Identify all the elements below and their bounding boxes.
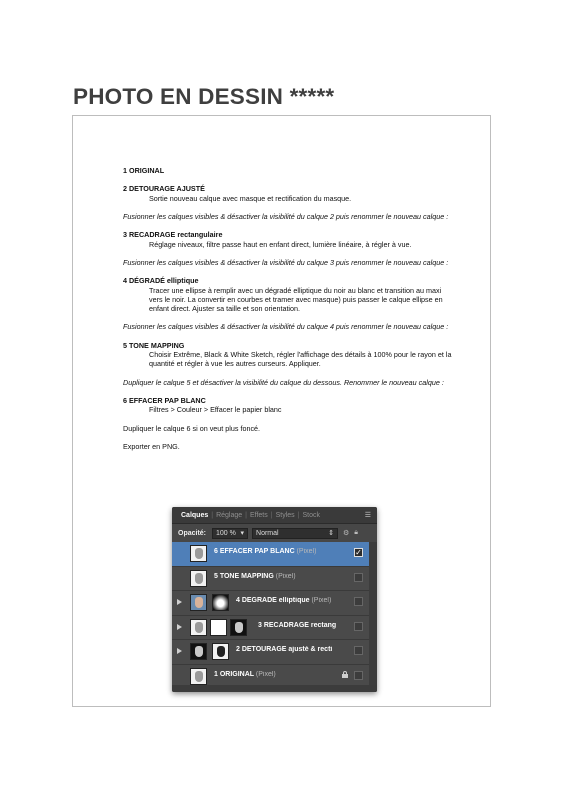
layer-row-5[interactable] <box>172 567 377 592</box>
tab-reglage[interactable]: Réglage <box>216 511 243 519</box>
duplicate-note-6: Dupliquer le calque 6 si on veut plus foncé. <box>123 423 261 433</box>
tab-stock[interactable]: Stock <box>302 511 320 519</box>
gear-icon[interactable]: ⚙ <box>343 530 350 537</box>
lock-icon[interactable]: 🔒︎ <box>354 529 359 536</box>
section-2-title: 2 DETOURAGE AJUSTÉ <box>123 184 205 194</box>
expand-arrow-icon[interactable] <box>177 599 182 605</box>
section-5-body: Choisir Extrême, Black & White Sketch, régler l'affichage des détails à 100% pour le rayon et la quantité et régler à vue les autres curseurs. Appliquer. <box>149 349 452 369</box>
scrollbar[interactable] <box>369 542 377 692</box>
panel-menu-icon[interactable]: ☰ <box>364 512 371 519</box>
layer-thumbnail <box>190 643 207 660</box>
visibility-checkbox[interactable]: ✓ <box>355 548 362 557</box>
tab-separator: | <box>245 511 247 519</box>
layers-toolbar <box>172 524 377 543</box>
filter-thumbnail <box>230 619 247 636</box>
layer-name: 5 TONE MAPPING (Pixel) <box>214 572 296 580</box>
layer-name: 4 DEGRADE elliptique (Pixel) <box>236 597 332 604</box>
visibility-checkbox[interactable] <box>354 622 363 631</box>
chevron-down-icon: ▾ <box>240 530 245 537</box>
expand-arrow-icon[interactable] <box>177 624 182 630</box>
mask-thumbnail <box>212 594 229 611</box>
section-1-title: 1 ORIGINAL <box>123 166 165 175</box>
layer-row-3[interactable] <box>172 616 377 641</box>
blend-mode-select[interactable] <box>252 528 338 539</box>
fuse-note-4: Fusionner les calques visibles & désactiver la visibilité du calque 4 puis renommer le nouveau calque : <box>123 322 449 332</box>
layer-name: 1 ORIGINAL (Pixel) <box>214 670 276 678</box>
adjustment-thumbnail <box>210 619 227 636</box>
layer-thumbnail <box>190 570 207 587</box>
opacity-label: Opacité: <box>178 529 207 537</box>
tab-separator: | <box>270 511 273 519</box>
layer-row-4[interactable] <box>172 591 377 616</box>
layer-row-2[interactable] <box>172 640 377 665</box>
section-6-title: 6 EFFACER PAP BLANC <box>123 395 206 405</box>
tab-separator: | <box>297 511 300 519</box>
layers-list <box>172 542 377 689</box>
opacity-field[interactable] <box>212 528 248 539</box>
blend-mode-value: Normal <box>256 529 279 537</box>
panel-bottom-bar <box>172 685 377 692</box>
layer-thumbnail <box>190 668 207 685</box>
mask-thumbnail <box>212 643 229 660</box>
tab-styles[interactable]: Styles <box>275 511 295 519</box>
tab-calques[interactable]: Calques <box>181 511 209 519</box>
visibility-checkbox[interactable] <box>354 597 363 606</box>
page-title: PHOTO EN DESSIN ***** <box>73 84 335 109</box>
visibility-checkbox[interactable] <box>354 573 363 582</box>
section-5-title: 5 TONE MAPPING <box>123 340 185 350</box>
layers-panel <box>172 507 377 692</box>
layer-name: 3 RECADRAGE rectang <box>258 621 337 629</box>
section-2-body: Sortie nouveau calque avec masque et rectification du masque. <box>149 193 352 203</box>
panel-tabs <box>172 507 377 524</box>
layer-name: 2 DETOURAGE ajusté & recti <box>236 646 333 653</box>
export-note: Exporter en PNG. <box>123 441 180 451</box>
layer-thumbnail <box>190 545 207 562</box>
section-4-body: Tracer une ellipse à remplir avec un dégradé elliptique du noir au blanc et transition au maxi vers le noir. La convertir en courbes et tramer avec masque) puis passer le calque ellipse en enfant direct. Ajuster sa taille et son orientation. <box>149 285 443 313</box>
duplicate-note-5: Dupliquer le calque 5 et désactiver la visibilité du calque du dessous. Renommer le nouveau calque : <box>123 377 444 387</box>
section-3-body: Réglage niveaux, filtre passe haut en enfant direct, lumière linéaire, à régler à vue. <box>149 239 412 249</box>
layer-name: 6 EFFACER PAP BLANC (Pixel) <box>214 548 317 555</box>
section-4-title: 4 DÉGRADÉ elliptique <box>123 276 199 286</box>
document-text <box>123 166 453 451</box>
section-6-body: Filtres > Couleur > Effacer le papier blanc <box>149 405 282 415</box>
expand-arrow-icon[interactable] <box>177 648 182 654</box>
tab-effets[interactable]: Effets <box>249 511 268 519</box>
section-3-title: 3 RECADRAGE rectangulaire <box>123 230 223 240</box>
lock-icon[interactable] <box>342 671 348 678</box>
layer-row-6[interactable] <box>172 542 377 567</box>
document-page <box>72 115 491 707</box>
visibility-checkbox[interactable] <box>354 671 363 680</box>
layer-thumbnail <box>190 619 207 636</box>
tab-separator: | <box>211 511 214 519</box>
fuse-note-2: Fusionner les calques visibles & désactiver la visibilité du calque 2 puis renommer le nouveau calque : <box>123 211 449 221</box>
opacity-value: 100 % <box>216 529 236 537</box>
fuse-note-3: Fusionner les calques visibles & désactiver la visibilité du calque 3 puis renommer le nouveau calque : <box>123 257 449 267</box>
layer-thumbnail <box>190 594 207 611</box>
chevron-updown-icon: ⇕ <box>328 530 335 537</box>
visibility-checkbox[interactable] <box>354 646 363 655</box>
